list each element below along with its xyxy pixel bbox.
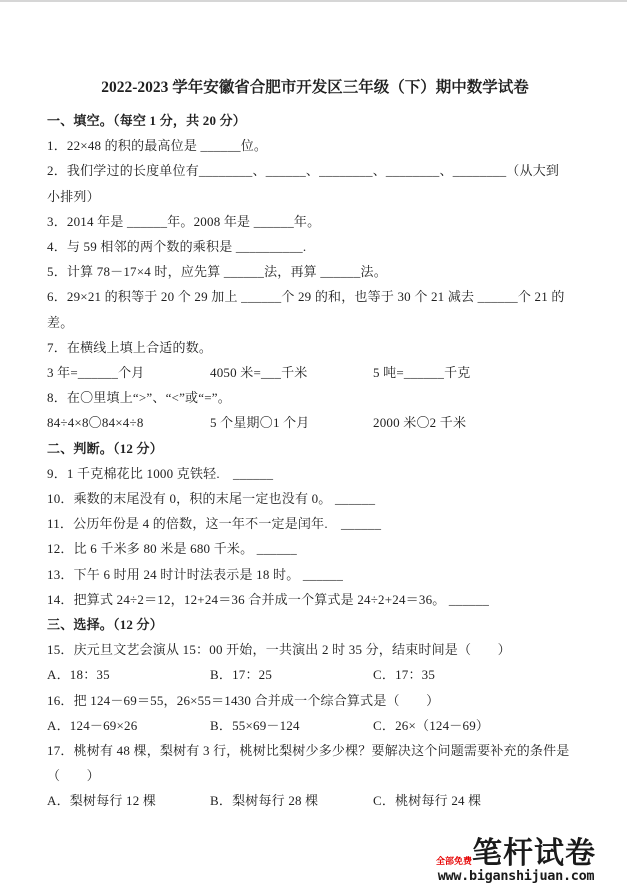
question-9: 9．1 千克棉花比 1000 克铁轻. ______: [47, 465, 274, 481]
question-6-cont: 差。: [47, 314, 74, 330]
question-1: 1．22×48 的积的最高位是 ______位。: [47, 138, 268, 154]
document-lines: [47, 108, 583, 814]
question-15-options-col: C．17：35: [373, 667, 436, 683]
question-2-cont: 小排列）: [47, 188, 100, 204]
question-13: 13．下午 6 时用 24 时计时法表示是 18 时。 ______: [47, 566, 344, 582]
question-8-items-col: 84÷4×8〇84×4÷8: [47, 415, 144, 431]
question-16-options-col: A．124－69×26: [47, 717, 138, 733]
question-7: 7．在横线上填上合适的数。: [47, 339, 213, 355]
question-16-options-col: B．55×69－124: [210, 717, 300, 733]
watermark-tagline: 全部免费: [435, 856, 472, 866]
question-17-options-col: B．梨树每行 28 棵: [210, 793, 319, 809]
question-17-options-col: A．梨树每行 12 棵: [47, 793, 157, 809]
question-10: 10．乘数的末尾没有 0，积的末尾一定也没有 0。 ______: [47, 491, 376, 507]
watermark-brand-row: [436, 838, 596, 870]
question-2: 2．我们学过的长度单位有________、______、________、________、________（从大到: [47, 163, 560, 179]
question-8-items-col: 5 个星期〇1 个月: [210, 415, 310, 431]
question-15-options-col: A．18：35: [47, 667, 110, 683]
question-6: 6．29×21 的积等于 20 个 29 加上 ______个 29 的和，也等于 30 个 21 减去 ______个 21 的: [47, 289, 565, 305]
question-14: 14．把算式 24÷2＝12，12+24＝36 合并成一个算式是 24÷2+24＝36。 ______: [47, 591, 490, 607]
question-7-blanks-col: 4050 米=___千米: [210, 365, 308, 381]
question-17-cont: （ ）: [47, 768, 100, 784]
question-11: 11．公历年份是 4 的倍数，这一年不一定是闰年. ______: [47, 516, 382, 532]
question-8: 8．在〇里填上“>”、“<”或“=”。: [47, 390, 231, 406]
question-7-blanks-col: 5 吨=______千克: [373, 365, 471, 381]
question-15-options: [47, 662, 583, 687]
question-12: 12．比 6 千米多 80 米是 680 千米。 ______: [47, 541, 297, 557]
question-8-items: [47, 410, 583, 435]
section-2-header: 二、判断。（12 分）: [47, 440, 163, 456]
question-17-options: [47, 788, 583, 813]
question-17-options-col: C．桃树每行 24 棵: [373, 793, 482, 809]
top-divider: [0, 0, 627, 2]
question-8-items-col: 2000 米〇2 千米: [373, 415, 467, 431]
question-15: 15．庆元旦文艺会演从 15：00 开始，一共演出 2 时 35 分，结束时间是（ ）: [47, 642, 511, 658]
section-1-header: 一、填空。（每空 1 分，共 20 分）: [47, 113, 247, 128]
question-4: 4．与 59 相邻的两个数的乘积是 __________.: [47, 239, 307, 255]
question-7-blanks-col: 3 年=______个月: [47, 365, 145, 381]
document-body: [47, 76, 583, 814]
watermark-url: www.biganshijuan.com: [437, 868, 595, 884]
question-16: 16．把 124－69＝55，26×55＝1430 合并成一个综合算式是（ ）: [47, 692, 440, 708]
question-15-options-col: B．17：25: [210, 667, 273, 683]
watermark-brand-name: 笔杆试卷: [472, 837, 596, 870]
question-3: 3．2014 年是 ______年。2008 年是 ______年。: [47, 213, 321, 229]
question-16-options: [47, 713, 583, 738]
question-5: 5．计算 78－17×4 时，应先算 ______法，再算 ______法。: [47, 264, 387, 280]
biganshijuan-watermark: [436, 838, 596, 884]
section-3-header: 三、选择。（12 分）: [47, 617, 163, 633]
question-17: 17．桃树有 48 棵，梨树有 3 行，桃树比梨树少多少棵？要解决这个问题需要补充的条件是: [47, 743, 570, 759]
exam-title: 2022-2023 学年安徽省合肥市开发区三年级（下）期中数学试卷: [101, 79, 529, 96]
question-7-blanks: [47, 360, 583, 385]
question-16-options-col: C．26×（124－69）: [373, 717, 490, 733]
